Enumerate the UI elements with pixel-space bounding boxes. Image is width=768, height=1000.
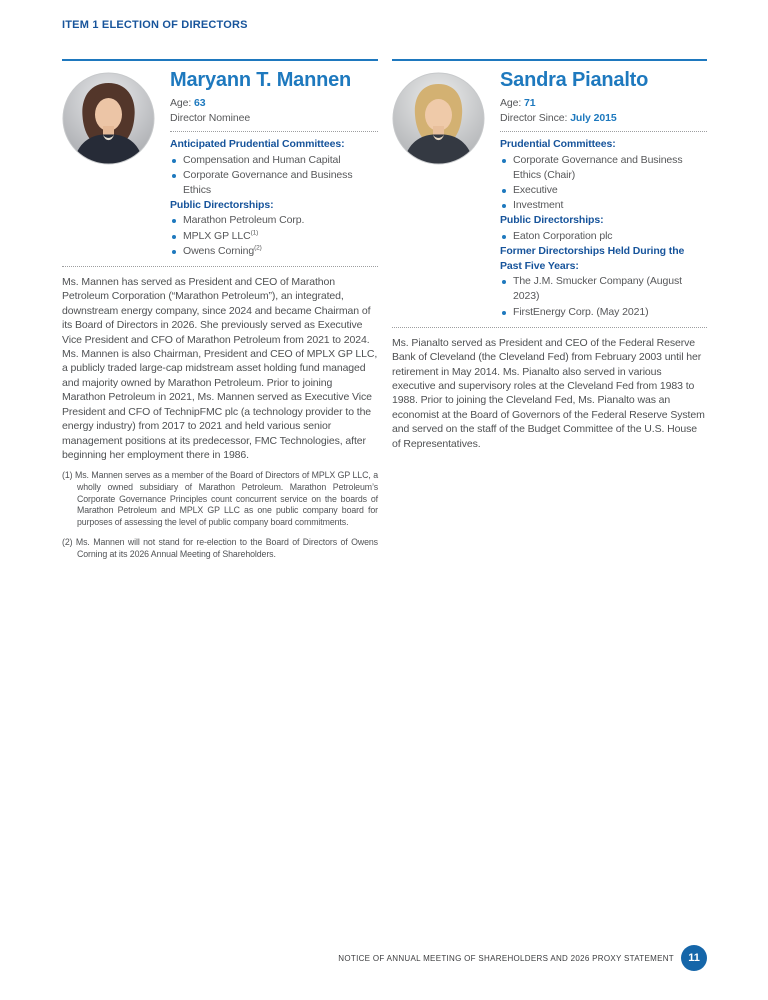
dotted-separator <box>170 131 378 132</box>
director-since-line <box>500 111 707 126</box>
column-divider-rule <box>62 59 378 61</box>
dotted-separator <box>392 327 707 328</box>
bullet-icon <box>502 189 506 193</box>
list-item <box>500 153 707 183</box>
age-value: 63 <box>194 97 206 109</box>
former-directorships-list <box>500 274 707 320</box>
footnote-reference: (1) <box>250 229 259 237</box>
list-item-label: FirstEnergy Corp. (May 2021) <box>513 305 649 318</box>
footnote-text: Ms. Mannen will not stand for re-election to the Board of Directors of Owens Corning at its 2026 Annual Meeting of Shareholders. <box>75 536 378 559</box>
director-status-label: Director Nominee <box>170 112 251 125</box>
footnote-text: Ms. Mannen serves as a member of the Board of Directors of MPLX GP LLC, a wholly owned subsidiary of Marathon Petroleum. Marathon Petroleum’s Corporate Governance Principles count concurrent service on the boards of Marathon Petroleum and MPLX GP LLC as one public company board for purposes of assessing the level of public company board commitments. <box>74 470 378 528</box>
bullet-icon <box>172 235 176 239</box>
list-item-label: Executive <box>513 184 558 197</box>
list-item <box>170 229 378 244</box>
bullet-icon <box>502 311 506 315</box>
age-label: Age: <box>170 97 192 109</box>
director-bio: Ms. Mannen has served as President and CEO of Marathon Petroleum Corporation (“Marathon Petroleum”), an integrated, downstream energy company, since 2024 and became Chairman of its Board of Directors in 2026. She previously served as Executive Vice President and CFO of Marathon Petroleum from 2021 to 2024. Ms. Mannen is also Chairman, President and CEO of MPLX GP LLC, a publicly traded large-cap midstream asset holding fund managed and majority owned by Marathon Petroleum. Prior to joining Marathon Petroleum in 2021, Ms. Mannen served as Executive Vice President and CFO of TechnipFMC plc (a technology provider to the energy industry) from 2017 to 2021 and held various senior management positions at its predecessor, FMC Technologies, after beginning her employment there in 1986. <box>62 276 378 461</box>
committees-list <box>500 153 707 214</box>
bullet-icon <box>172 174 176 178</box>
director-name: Sandra Pianalto <box>500 69 649 91</box>
public-directorships-heading: Public Directorships: <box>170 199 274 212</box>
list-item-label: MPLX GP LLC <box>183 229 251 242</box>
director-status-line <box>170 111 378 126</box>
page-footer <box>338 945 707 971</box>
profile-head-text <box>170 69 378 259</box>
list-item <box>170 244 378 259</box>
footer-text: NOTICE OF ANNUAL MEETING OF SHAREHOLDERS AND 2026 PROXY STATEMENT <box>338 953 674 963</box>
profile-header <box>392 69 707 320</box>
list-item <box>170 168 378 198</box>
list-item <box>500 229 707 244</box>
dotted-separator <box>500 131 707 132</box>
page-number-badge: 11 <box>681 945 707 971</box>
footnote-number: (1) <box>62 470 73 481</box>
director-since-value: July 2015 <box>570 112 617 125</box>
bullet-icon <box>502 204 506 208</box>
list-item-label: Owens Corning <box>183 244 255 257</box>
public-directorships-list <box>500 229 707 244</box>
director-name: Maryann T. Mannen <box>170 69 352 91</box>
age-line <box>500 96 707 111</box>
director-bio: Ms. Pianalto served as President and CEO of the Federal Reserve Bank of Cleveland (the Cleveland Fed) from February 2003 until her retirement in May 2014. Ms. Pianalto also served in various executive and supervisory roles at the Cleveland Fed from 1983 to 1988. Prior to joining the Cleveland Fed, Ms. Pianalto was an economist at the Board of Governors of the Federal Reserve System and served on the staff of the Budget Committee of the U.S. House of Representatives. <box>392 336 705 450</box>
footnote-number: (2) <box>62 536 73 547</box>
age-line <box>170 96 378 111</box>
dotted-separator <box>62 266 378 267</box>
list-item-label: Compensation and Human Capital <box>183 153 341 166</box>
director-profile-mannen <box>62 59 378 560</box>
committees-heading: Anticipated Prudential Committees: <box>170 138 345 151</box>
list-item-label: Investment <box>513 199 564 212</box>
list-item <box>170 213 378 228</box>
former-directorships-heading: Former Directorships Held During the Past Five Years: <box>500 244 685 273</box>
bullet-icon <box>172 219 176 223</box>
list-item-label: Corporate Governance and Business Ethics (Chair) <box>513 153 683 181</box>
public-directorships-heading: Public Directorships: <box>500 214 604 227</box>
director-photo-mannen <box>62 72 155 165</box>
footnote-reference: (2) <box>254 244 262 252</box>
director-photo-pianalto <box>392 72 485 165</box>
list-item-label: Corporate Governance and Business Ethics <box>183 168 353 197</box>
director-profile-pianalto <box>392 59 707 451</box>
profile-header <box>62 69 378 259</box>
public-directorships-list <box>170 213 378 259</box>
director-since-label: Director Since: <box>500 112 568 125</box>
committees-heading: Prudential Committees: <box>500 138 616 151</box>
list-item <box>500 198 707 213</box>
section-title: ITEM 1 ELECTION OF DIRECTORS <box>62 19 248 31</box>
list-item-label: Eaton Corporation plc <box>513 229 613 242</box>
list-item-label: The J.M. Smucker Company (August 2023) <box>513 275 682 303</box>
bullet-icon <box>172 159 176 163</box>
age-value: 71 <box>524 97 536 109</box>
footnote-1 <box>62 470 378 529</box>
list-item-label: Marathon Petroleum Corp. <box>183 214 305 227</box>
bullet-icon <box>502 280 506 284</box>
footnote-2 <box>62 537 378 560</box>
bullet-icon <box>502 159 506 163</box>
list-item <box>500 305 707 320</box>
list-item <box>500 274 707 304</box>
age-label: Age: <box>500 97 522 109</box>
bullet-icon <box>502 235 506 239</box>
committees-list <box>170 153 378 199</box>
bullet-icon <box>172 250 176 254</box>
list-item <box>170 153 378 168</box>
list-item <box>500 183 707 198</box>
profile-head-text <box>500 69 707 320</box>
column-divider-rule <box>392 59 707 61</box>
